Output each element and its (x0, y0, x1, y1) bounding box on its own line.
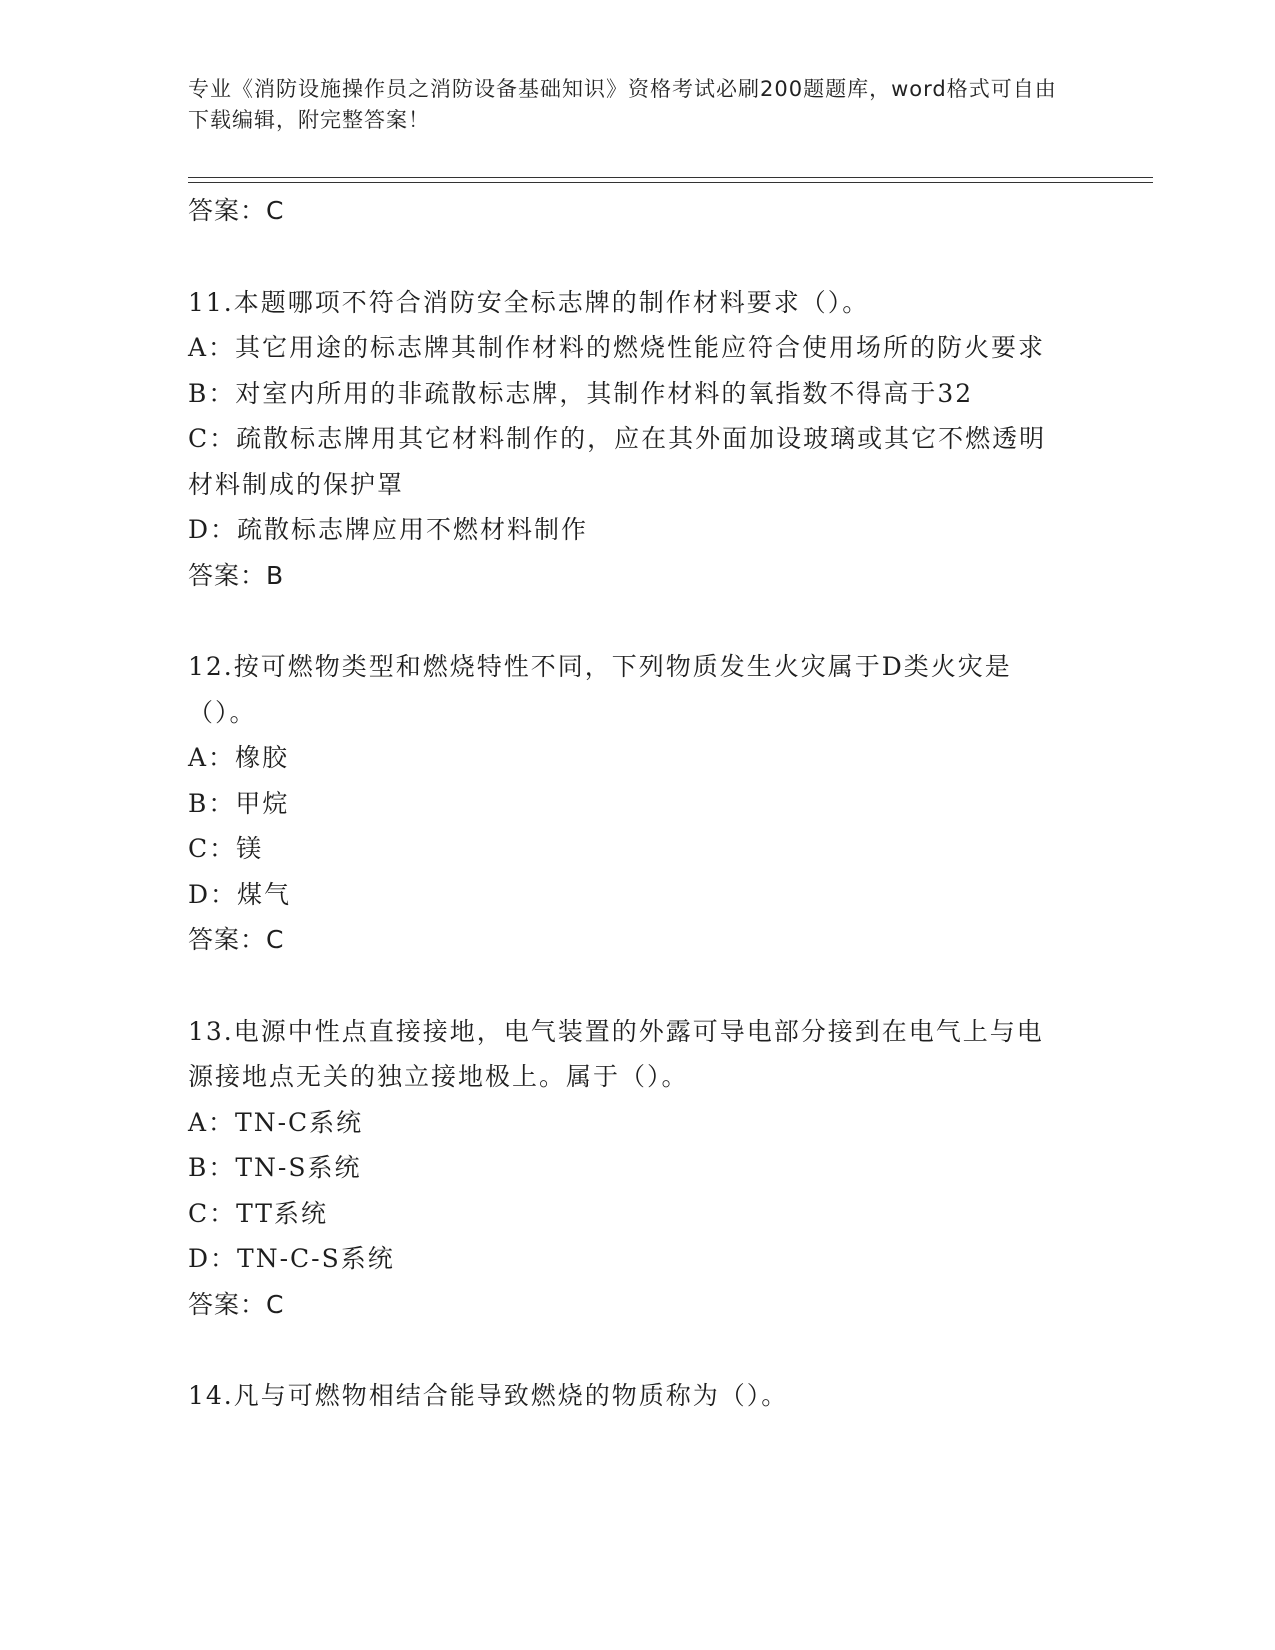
option-d: D：疏散标志牌应用不燃材料制作 (188, 515, 589, 544)
question-block-12 (188, 644, 1088, 963)
spacer (188, 963, 1088, 1009)
header-divider-bottom (188, 182, 1153, 183)
option-b: B：TN-S系统 (188, 1153, 362, 1182)
previous-answer: 答案：C (188, 196, 285, 225)
option-a: A：其它用途的标志牌其制作材料的燃烧性能应符合使用场所的防火要求 (188, 333, 1046, 362)
option-b: B：甲烷 (188, 788, 290, 818)
option-a: A：TN-C系统 (188, 1107, 364, 1137)
option-b: B：对室内所用的非疏散标志牌，其制作材料的氧指数不得高于32 (188, 378, 974, 408)
option-c: C：TT系统 (188, 1198, 328, 1228)
spacer (188, 234, 1088, 280)
question-block-13 (188, 1009, 1088, 1328)
question-stem: 13.电源中性点直接接地，电气装置的外露可导电部分接到在电气上与电源接地点无关的独立接地极上。属于（）。 (188, 1016, 1044, 1091)
question-answer: 答案：C (188, 1289, 285, 1319)
question-block-14 (188, 1373, 1088, 1419)
option-c: C：疏散标志牌用其它材料制作的，应在其外面加设玻璃或其它不燃透明材料制成的保护罩 (188, 424, 1047, 499)
option-c: C：镁 (188, 834, 264, 863)
question-stem: 12.按可燃物类型和燃烧特性不同，下列物质发生火灾属于D类火灾是（）。 (188, 652, 1012, 727)
document-header: 专业《消防设施操作员之消防设备基础知识》资格考试必刷200题题库，word格式可自由下载编辑，附完整答案！ (188, 77, 1057, 132)
header-divider-top (188, 177, 1153, 178)
question-stem: 14.凡与可燃物相结合能导致燃烧的物质称为（）。 (188, 1381, 789, 1410)
option-d: D：TN-C-S系统 (188, 1244, 395, 1273)
question-answer: 答案：B (188, 560, 285, 590)
question-block-11 (188, 280, 1088, 599)
spacer (188, 1327, 1088, 1373)
option-d: D：煤气 (188, 879, 292, 909)
spacer (188, 598, 1088, 644)
option-a: A：橡胶 (188, 743, 290, 772)
question-list (188, 188, 1088, 1419)
question-answer: 答案：C (188, 925, 285, 954)
question-stem: 11.本题哪项不符合消防安全标志牌的制作材料要求（）。 (188, 287, 870, 317)
